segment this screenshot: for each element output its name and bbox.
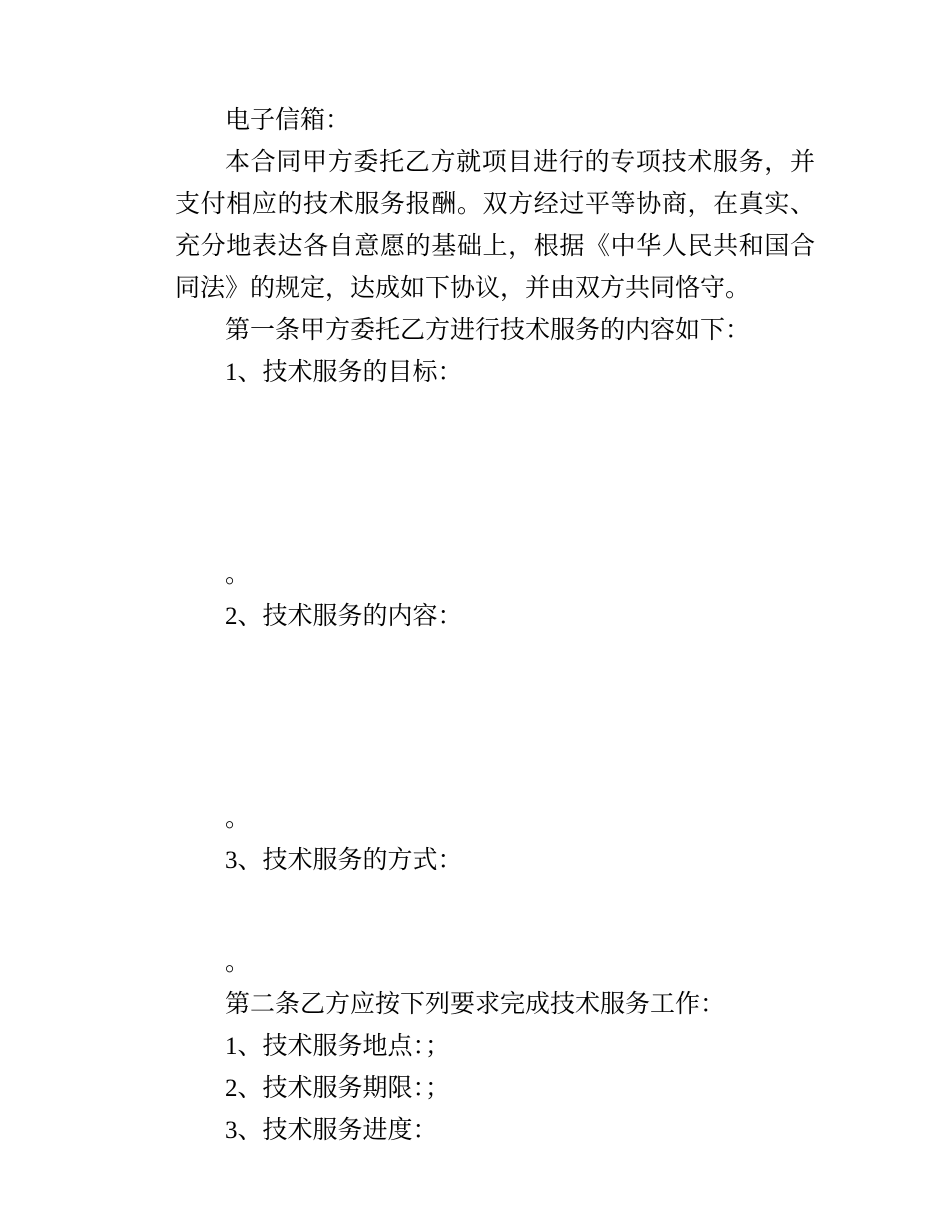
paragraph-item-2-1: 1、技术服务地点：； [225,1033,451,1060]
blank-fill-area-2 [175,638,815,798]
paragraph-item-2-2: 2、技术服务期限：； [225,1075,451,1102]
paragraph-item-1-3: 3、技术服务的方式： [225,847,463,874]
paragraph-article-2: 第二条乙方应按下列要求完成技术服务工作： [225,991,726,1018]
paragraph-item-2-3: 3、技术服务进度： [225,1117,438,1144]
paragraph-email: 电子信箱： [225,107,351,134]
paragraph-article-1: 第一条甲方委托乙方进行技术服务的内容如下： [225,317,751,344]
document-body [175,100,815,1152]
paragraph-item-1-2: 2、技术服务的内容： [225,603,463,630]
paragraph-item-1-1: 1、技术服务的目标： [225,359,463,386]
paragraph-blank-dot-1: 。 [225,561,251,588]
paragraph-blank-dot-3: 。 [225,949,251,976]
paragraph-preamble: 本合同甲方委托乙方就项目进行的专项技术服务，并支付相应的技术服务报酬。双方经过平等协商，在真实、充分地表达各自意愿的基础上，根据《中华人民共和国合同法》的规定，达成如下协议，并由双方共同恪守。 [175,149,815,302]
blank-fill-area-1 [175,394,815,554]
blank-fill-area-3 [175,882,815,942]
paragraph-blank-dot-2: 。 [225,805,251,832]
